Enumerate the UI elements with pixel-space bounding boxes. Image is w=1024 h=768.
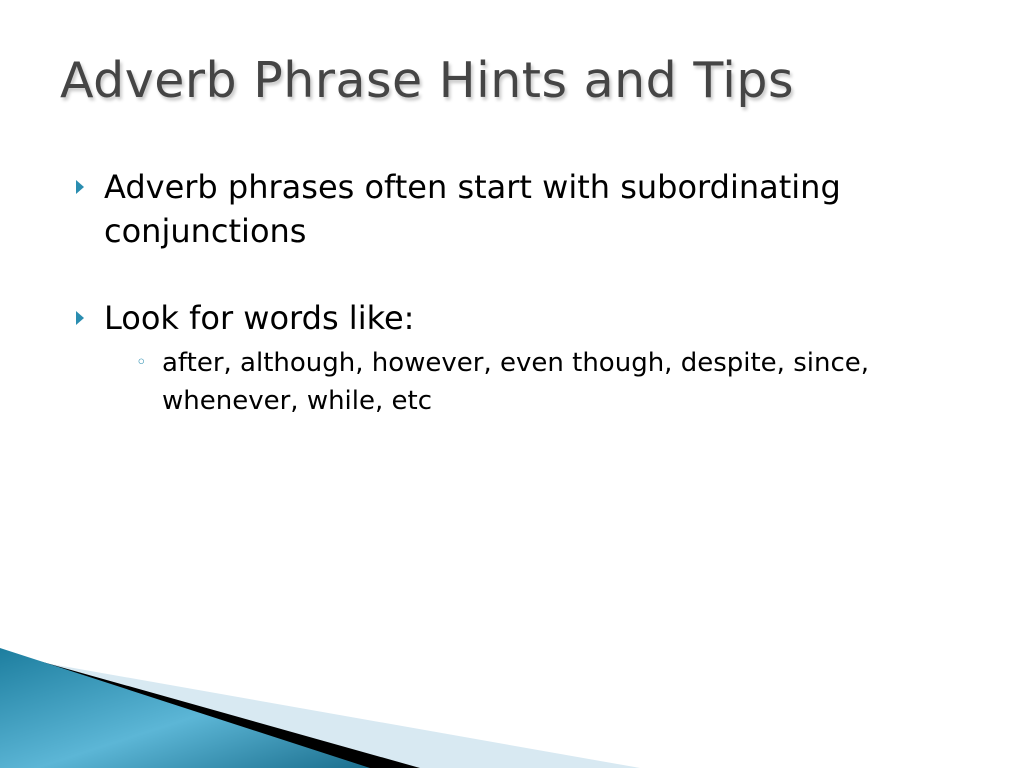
sub-bullet-text: after, although, however, even though, despite, since, whenever, while, etc — [162, 348, 870, 416]
sub-bullet-item — [134, 344, 984, 420]
bullet-item — [74, 296, 984, 420]
bullet-list — [74, 165, 984, 420]
bullet-text: Adverb phrases often start with subordinating conjunctions — [104, 168, 841, 250]
slide-title: Adverb Phrase Hints and Tips — [60, 52, 795, 109]
bullet-text: Look for words like: — [104, 299, 415, 337]
decor-blue-wedge — [0, 648, 370, 768]
circle-outline-icon: ◦ — [136, 352, 147, 373]
bullet-item — [74, 165, 984, 253]
triangle-right-icon — [76, 180, 84, 194]
triangle-right-icon — [76, 311, 84, 325]
